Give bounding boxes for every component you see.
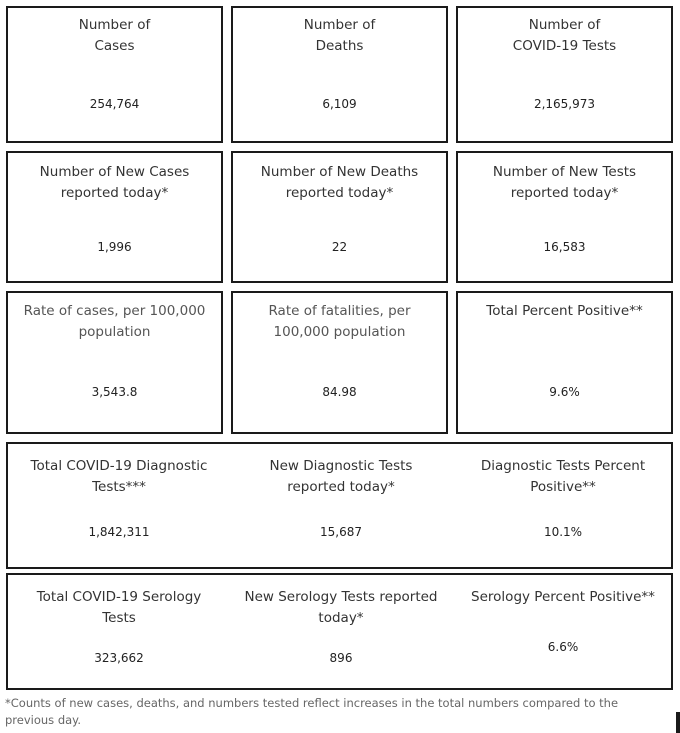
title-line-1: Number of New Tests [492,164,637,180]
title-line-2: COVID-19 Tests [512,38,617,54]
diagnostic-new-cell [230,456,452,539]
card-value: 3,543.8 [91,385,138,399]
card-value: 6,109 [322,97,357,111]
card-title [233,15,446,57]
card-title [230,587,452,629]
serology-total-cell [8,587,230,665]
card-value: 10.1% [543,525,583,539]
card-number-of-deaths [231,6,448,143]
title-line-2: today* [318,610,364,626]
card-title [233,162,446,204]
title-line-1: Serology Percent Positive** [471,589,655,605]
title-line-1: Total COVID-19 Diagnostic [30,458,208,474]
title-line-1: Total Percent Positive** [486,303,643,319]
title-line-2: Tests*** [92,479,146,495]
card-value: 16,583 [543,240,586,254]
title-line-1: Number of New Cases [39,164,190,180]
diagnostic-percent-cell [452,456,674,539]
title-line-2: Deaths [315,38,364,54]
card-case-rate [6,291,223,434]
title-line-1: Number of [78,17,151,33]
card-number-of-cases [6,6,223,143]
card-number-of-tests [456,6,673,143]
card-value: 1,996 [97,240,132,254]
title-line-2: Positive** [530,479,596,495]
card-value: 15,687 [320,525,362,539]
title-line-1: Total COVID-19 Serology [36,589,202,605]
title-line-2: reported today* [285,185,394,201]
card-title [8,456,230,498]
card-new-deaths [231,151,448,283]
card-title [452,456,674,498]
title-line-1: Number of [303,17,376,33]
title-line-1: Rate of fatalities, per [268,303,411,319]
card-value: 1,842,311 [88,525,150,539]
card-title [230,456,452,498]
title-line-1: New Serology Tests reported [244,589,438,605]
title-line-1: New Diagnostic Tests [269,458,413,474]
card-title [8,587,230,629]
title-line-1: Number of New Deaths [260,164,419,180]
card-value: 22 [331,240,348,254]
diagnostic-total-cell [8,456,230,539]
title-line-2: reported today* [510,185,619,201]
card-new-cases [6,151,223,283]
card-percent-positive [456,291,673,434]
card-title [458,162,671,204]
card-title [8,15,221,57]
card-fatality-rate [231,291,448,434]
card-new-tests [456,151,673,283]
title-line-1: Diagnostic Tests Percent [480,458,646,474]
card-title [8,162,221,204]
title-line-2: reported today* [287,479,395,495]
footnote-line-2: previous day. [5,713,81,727]
title-line-2: Tests [102,610,136,626]
card-title [233,301,446,343]
card-value: 2,165,973 [533,97,596,111]
card-title [8,301,221,343]
serology-tests-panel [6,573,673,690]
serology-percent-cell [452,587,674,654]
card-title [458,15,671,57]
card-value: 9.6% [549,385,580,399]
title-line-2: 100,000 population [273,324,406,340]
diagnostic-tests-panel [6,442,673,569]
card-title [458,301,671,322]
card-value: 254,764 [89,97,140,111]
title-line-1: Rate of cases, per 100,000 [23,303,206,319]
card-value: 896 [329,651,353,665]
card-value: 6.6% [547,640,579,654]
title-line-2: population [78,324,151,340]
scrollbar-handle[interactable] [676,712,680,733]
serology-new-cell [230,587,452,665]
title-line-2: reported today* [60,185,169,201]
title-line-1: Number of [528,17,601,33]
footnote [5,695,655,729]
card-value: 84.98 [322,385,357,399]
card-value: 323,662 [94,651,144,665]
card-title [452,587,674,608]
footnote-line-1: *Counts of new cases, deaths, and numbers tested reflect increases in the total numbers compared to the [5,696,619,710]
title-line-2: Cases [94,38,135,54]
